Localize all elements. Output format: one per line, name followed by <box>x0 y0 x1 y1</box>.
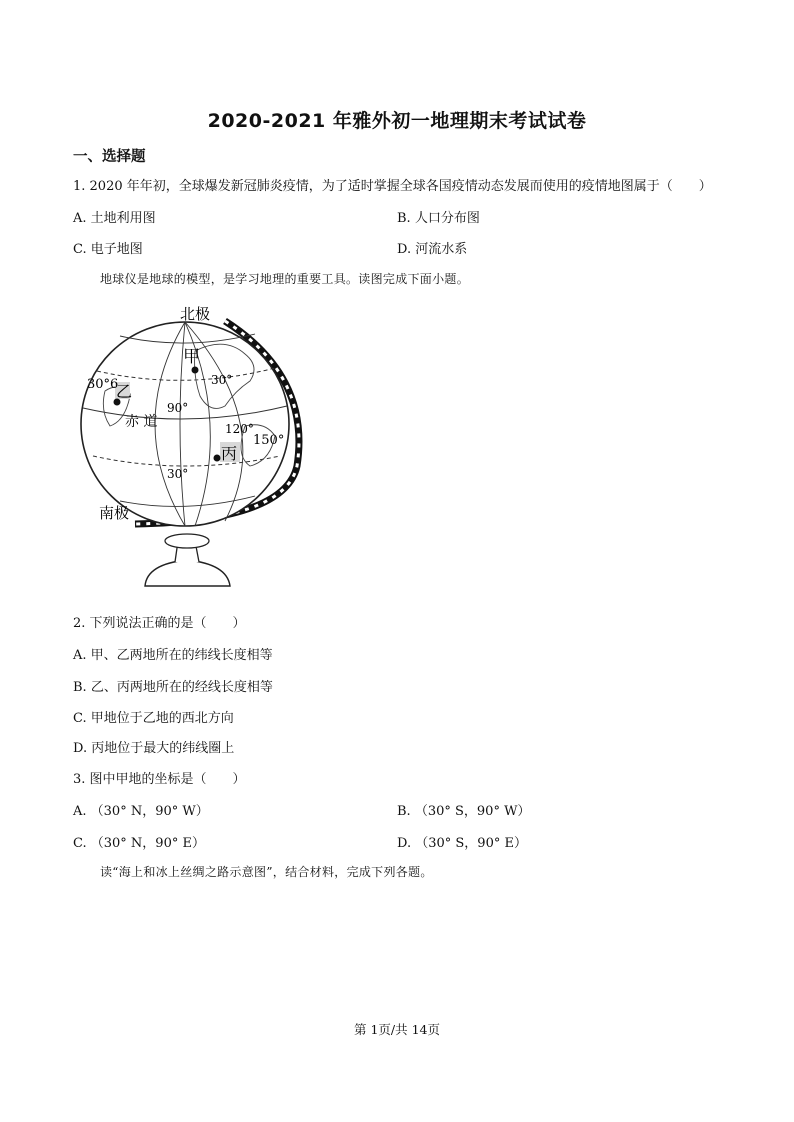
globe-stand-collar <box>165 534 209 548</box>
south-pole-label: 南极 <box>99 504 130 522</box>
globe-figure <box>75 296 315 596</box>
question-3-option-c: C. （30° N，90° E） <box>73 836 205 851</box>
question-3-stem: 3. 图中甲地的坐标是（ ） <box>73 772 246 787</box>
point-jia-dot <box>192 367 199 374</box>
lat-30n-label: 30° <box>211 373 233 387</box>
question-2-option-d: D. 丙地位于最大的纬线圈上 <box>73 741 235 756</box>
north-pole-label: 北极 <box>180 305 211 323</box>
passage-globe-intro: 地球仪是地球的模型，是学习地理的重要工具。读图完成下面小题。 <box>100 272 470 286</box>
passage-silk-road: 读“海上和冰上丝绸之路示意图”，结合材料，完成下列各题。 <box>100 865 433 879</box>
question-1-stem: 1. 2020 年年初，全球爆发新冠肺炎疫情，为了适时掌握全球各国疫情动态发展而使用的疫情地图属于（ ） <box>73 179 712 194</box>
page-footer: 第 1页/共 14页 <box>353 1022 441 1037</box>
point-bing-dot <box>214 455 221 462</box>
question-1-option-a: A. 土地利用图 <box>73 211 156 226</box>
page-title: 2020-2021 年雅外初一地理期末考试试卷 <box>207 110 587 132</box>
section-heading: 一、选择题 <box>73 149 146 165</box>
lon-90-label: 90° <box>167 401 189 415</box>
question-2-option-c: C. 甲地位于乙地的西北方向 <box>73 711 234 726</box>
lat-30s-label: 30° <box>167 467 189 481</box>
point-jia-label: 甲 <box>183 347 200 367</box>
lon-6-label: 6 <box>110 377 119 392</box>
globe-stand-base <box>145 560 230 586</box>
lon-150-label: 150° <box>253 433 285 448</box>
question-2-option-a: A. 甲、乙两地所在的纬线长度相等 <box>73 648 273 663</box>
equator-label: 赤 道 <box>125 414 158 430</box>
question-2-option-b: B. 乙、丙两地所在的经线长度相等 <box>73 680 273 695</box>
point-yi-label: 乙 <box>116 382 133 401</box>
question-2-stem: 2. 下列说法正确的是（ ） <box>73 616 246 631</box>
question-1-option-b: B. 人口分布图 <box>397 211 480 226</box>
question-1-option-d: D. 河流水系 <box>397 242 468 257</box>
point-bing-label: 丙 <box>221 444 238 463</box>
question-3-option-a: A. （30° N，90° W） <box>73 804 209 819</box>
question-1-option-c: C. 电子地图 <box>73 242 143 257</box>
question-3-option-d: D. （30° S，90° E） <box>397 836 527 851</box>
lon-30-label: 30° <box>87 377 111 392</box>
lon-120-label: 120° <box>225 422 254 436</box>
question-3-option-b: B. （30° S，90° W） <box>397 804 531 819</box>
